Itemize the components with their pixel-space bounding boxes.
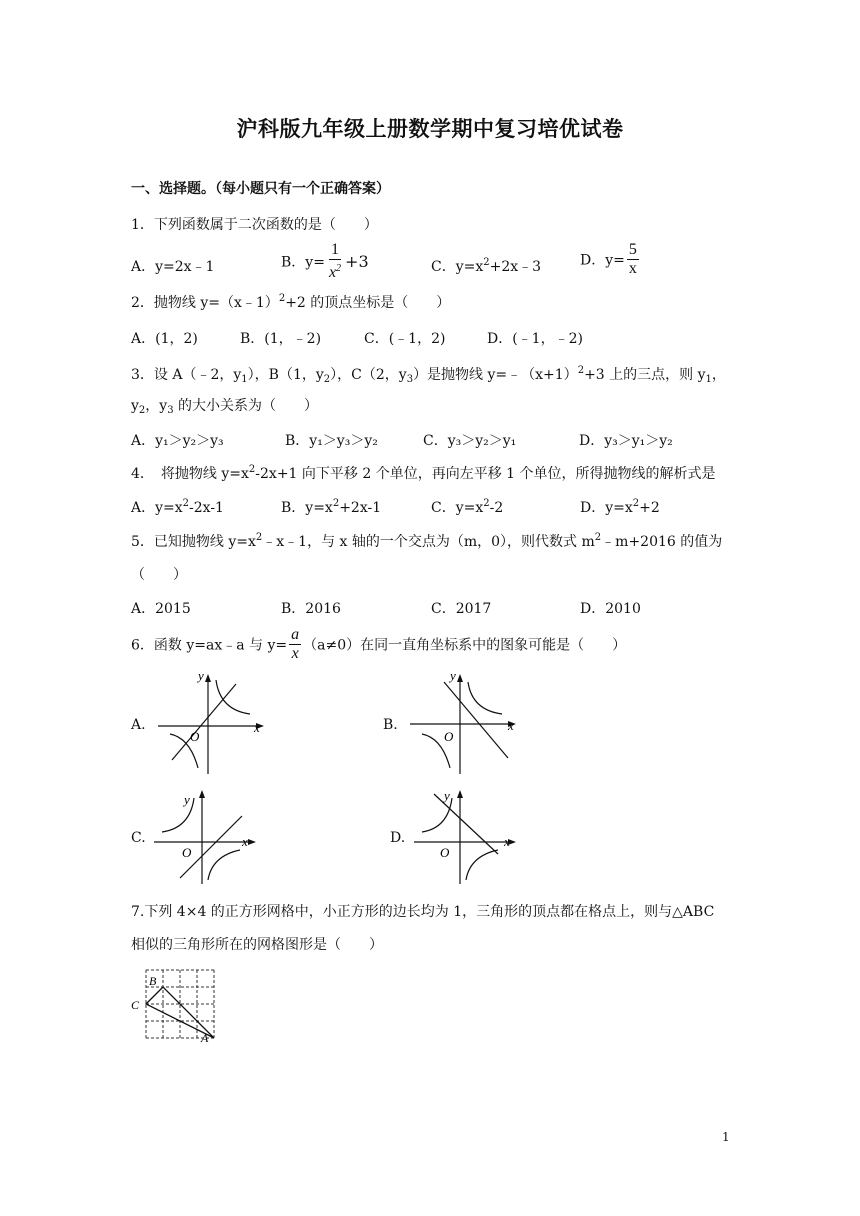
q2-option-b: B．(1，﹣2) [240,331,322,347]
q3-stem-line1: 3．设 A（﹣2，$y_1$），B（1，$y_2$），C（2，$y_3$）是抛物线 $y=﹣(x+1)^2+3$ 上的三点，则 $y_1$， [131,365,726,385]
q7-point-a: A [201,1031,209,1044]
q7-point-c: C [131,998,140,1012]
q1-d-fraction: $\frac{5}{x}$ [628,241,637,277]
q6d-axis-x: x [504,834,510,849]
page-number: 1 [722,1130,730,1144]
q6-graph-b [402,668,524,776]
q3-option-c: C．y₃＞y₂＞y₁ [423,433,517,449]
q6b-axis-x: x [508,718,514,733]
q7-stem-line1: 7.下列 4×4 的正方形网格中，小正方形的边长均为 1，三角形的顶点都在格点上，则与△ABC [131,904,715,920]
q7-point-b: B [149,974,157,988]
q6-label-c: C. [131,830,146,846]
q1-stem: 1．下列函数属于二次函数的是（ ） [131,217,378,233]
q4-option-a: A．$y=x^2-2x-1$ [131,498,224,516]
q5-stem: 5．已知抛物线 $y=x^2﹣x﹣1$，与 x 轴的一个交点为（m，0），则代数式 $m^2﹣m+2016$ 的值为 [131,532,723,550]
q4-option-c: C．$y=x^2-2$ [431,498,504,516]
q4-option-d: D．$y=x^2+2$ [580,498,660,516]
q2-stem: 2．抛物线 y=（x﹣1）$^2$+2 的顶点坐标是（ ） [131,293,451,311]
q6-stem: 6．函数 y=ax﹣a 与 y= $\frac{a}{x}$ （a≠0）在同一直角坐标系中的图象可能是（ ） [131,626,627,662]
q5-option-a: A．2015 [131,601,191,617]
q2-option-d: D．(﹣1，﹣2) [487,331,583,347]
q4-option-b: B．$y=x^2+2x-1$ [281,498,382,516]
q6-label-b: B. [383,717,398,733]
q1-option-c: C．$y=x^2+2x﹣3$ [431,257,542,275]
q6-label-a: A. [131,717,146,733]
q1-option-a: A．y=2x﹣1 [131,259,215,275]
q6-graph-c [150,784,262,886]
q6-graph-d [410,784,522,886]
q6b-origin: O [444,729,454,744]
q6a-axis-x: x [254,720,260,735]
q3-stem-line2: $y_2$，$y_3$ 的大小关系为（ ） [131,398,319,416]
q5-stem-line2: （ ） [131,567,187,583]
q1-b-fraction: $\frac{1}{x^2}$ [328,241,342,281]
section-heading: 一、选择题。（每小题只有一个正确答案） [131,181,390,197]
q6-label-d: D. [390,830,406,846]
q2-option-a: A．(1，2) [131,331,198,347]
q6d-axis-y: y [444,788,450,803]
q2-option-c: C．(﹣1，2) [364,331,446,347]
q6d-origin: O [440,845,450,860]
q3-option-d: D．y₃＞y₁＞y₂ [579,433,673,449]
q1-option-b: B．y= $\frac{1}{x^2}$ +3 [281,241,369,281]
q6-fraction: $\frac{a}{x}$ [291,626,300,662]
q7-stem-line2: 相似的三角形所在的网格图形是（ ） [131,937,383,953]
q6-graph-a [150,668,270,776]
q6c-origin: O [182,845,192,860]
q5-option-c: C．2017 [431,601,492,617]
q1-option-d: D．y= $\frac{5}{x}$ [580,241,637,277]
page-title: 沪科版九年级上册数学期中复习培优试卷 [236,117,624,141]
q7-grid-figure [128,966,220,1044]
q3-option-a: A．y₁＞y₂＞y₃ [131,433,224,449]
q6c-axis-x: x [242,834,248,849]
q6c-axis-y: y [184,792,190,807]
q3-option-b: B．y₁＞y₃＞y₂ [285,433,378,449]
q4-stem: 4． 将抛物线 $y=x^2-2x+1$ 向下平移 2 个单位，再向左平移 1 个单位，所得抛物线的解析式是 [131,464,716,482]
q6a-origin: O [190,729,200,744]
q5-option-d: D．2010 [580,601,641,617]
q6b-axis-y: y [450,668,456,683]
q5-option-b: B．2016 [281,601,341,617]
q6a-axis-y: y [198,668,204,683]
